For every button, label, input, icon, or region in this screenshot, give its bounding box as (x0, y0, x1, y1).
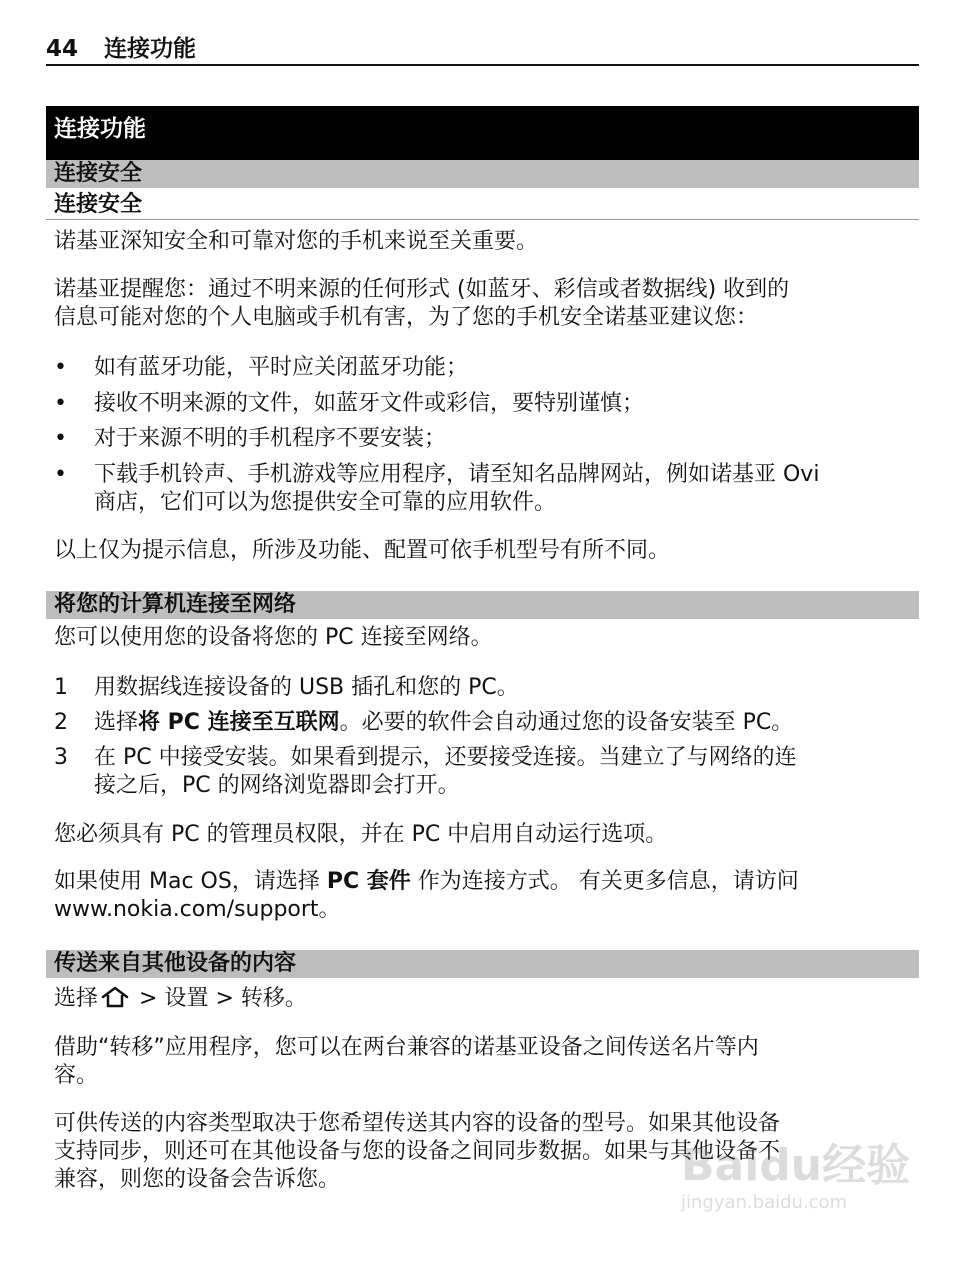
step-number: 1 (54, 675, 68, 700)
list-item: 2 选择将 PC 连接至互联网。必要的软件会自动通过您的设备安装至 PC。 (54, 710, 794, 735)
step-number: 3 (54, 745, 68, 770)
paragraph: 诺基亚提醒您：通过不明来源的任何形式 (如蓝牙、彩信或者数据线) 收到的 信息可能对您的个人电脑或手机有害，为了您的手机安全诺基亚建议您： (54, 277, 790, 330)
header-title: 连接功能 (104, 36, 197, 62)
baidu-watermark (681, 1140, 911, 1240)
bullet-marker: • (54, 355, 67, 380)
paragraph: 如果使用 Mac OS，请选择 PC 套件 作为连接方式。 有关更多信息，请访问 www.nokia.com/support。 (54, 869, 799, 922)
paragraph: 可供传送的内容类型取决于您希望传送其内容的设备的型号。如果其他设备 支持同步，则还可在其他设备与您的设备之间同步数据。如果与其他设备不 兼容，则您的设备会告诉您。 (54, 1111, 781, 1192)
menu-option-pc-suite: PC 套件 (326, 869, 411, 894)
list-item: 1 用数据线连接设备的 USB 插孔和您的 PC。 (54, 675, 519, 700)
list-item: • 如有蓝牙功能，平时应关闭蓝牙功能； (54, 355, 469, 380)
bullet-marker: • (54, 462, 67, 487)
list-item: • 下载手机铃声、手机游戏等应用程序，请至知名品牌网站，例如诺基亚 Ovi 商店，它们可以为您提供安全可靠的应用软件。 (54, 462, 820, 515)
step-number: 2 (54, 710, 68, 735)
paragraph: 以上仅为提示信息，所涉及功能、配置可依手机型号有所不同。 (54, 538, 671, 563)
nav-settings: 设置 (164, 986, 209, 1011)
section-bar-transfer: 传送来自其他设备的内容 (46, 950, 919, 978)
list-item: 3 在 PC 中接受安装。如果看到提示，还要接受连接。当建立了与网络的连 接之后，PC 的网络浏览器即会打开。 (54, 745, 797, 798)
watermark-logo: Baidu经验 (681, 1140, 911, 1191)
watermark-url: jingyan.baidu.com (681, 1192, 848, 1213)
support-url: www.nokia.com/support。 (54, 897, 341, 922)
nav-transfer: 转移 (240, 986, 285, 1011)
list-item: • 对于来源不明的手机程序不要安装； (54, 426, 447, 451)
section-bar-security: 连接安全 (46, 160, 919, 188)
menu-option-connect-pc: 将 PC 连接至互联网 (138, 710, 340, 735)
section-bar-pc-connect: 将您的计算机连接至网络 (46, 591, 919, 619)
subheading-security: 连接安全 (46, 190, 919, 220)
paragraph: 您可以使用您的设备将您的 PC 连接至网络。 (54, 625, 493, 650)
paragraph: 您必须具有 PC 的管理员权限，并在 PC 中启用自动运行选项。 (54, 822, 668, 847)
chapter-title: 连接功能 (46, 106, 919, 161)
list-item: • 接收不明来源的文件，如蓝牙文件或彩信，要特别谨慎； (54, 391, 645, 416)
navigation-path: 选择 > 设置 > 转移。 (54, 986, 307, 1011)
paragraph: 借助“转移”应用程序，您可以在两台兼容的诺基亚设备之间传送名片等内 容。 (54, 1035, 759, 1088)
bullet-marker: • (54, 426, 67, 451)
running-header (46, 34, 919, 66)
page-number: 44 (46, 36, 79, 62)
home-icon (100, 985, 130, 1009)
bullet-marker: • (54, 391, 67, 416)
paragraph: 诺基亚深知安全和可靠对您的手机来说至关重要。 (54, 229, 539, 254)
